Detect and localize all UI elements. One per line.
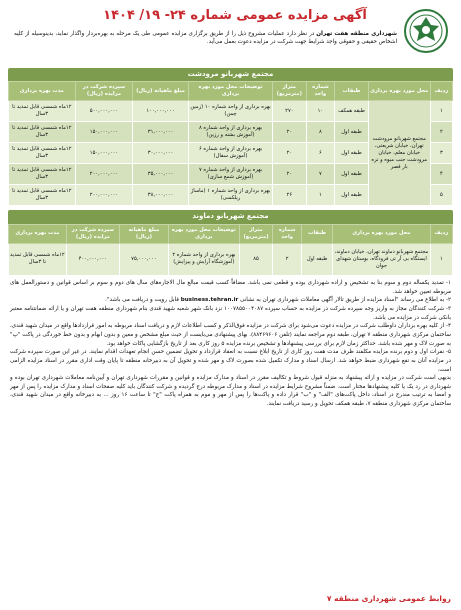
row-number: ۱: [430, 101, 452, 122]
cell-no: ۱: [430, 243, 452, 275]
column-header: مبلغ ماهیانه (ریال): [133, 82, 189, 101]
cell-duration: ۱۲ماه شمسی قابل تمدید تا ۳سال: [9, 122, 76, 143]
tender-website-link[interactable]: business.tehran.ir: [180, 297, 239, 304]
column-header: توضیحات محل مورد بهره برداری: [188, 82, 272, 101]
column-header: متراژ (مترمربع): [273, 82, 306, 101]
term-6: بدیهی است شرکت در مزایده و ارائه پیشنهاد به منزله قبول شروط و تکالیف مقرر در اسناد و مدارک مزایده و قوانین و مقررات شهرداری تهران و آیین‌نامه معاملات شهرداری تهران بوده و شهرداری در رد یک یا کلیه پیشنهادها مختار است. ضمناً مشروح شرایط مزایده در اسناد و مدارک مربوطه درج گردیده و شرکت کنندگان باید کلیه صفحات اسناد و مدارک مزایده را پس از مهر و امضا به ترتیب مندرج در اسناد، داخل پاکت‌های "الف" و "ب" قرار داده و پاکت‌ها را پس از مهر و موم به همراه پاکت "ج" تا ساعت ۱۶ روز ... به دبیرخانه واقع در میدان شهید قندی، ساختمان مرکزی شهرداری منطقه ۷، طبقه همکف تحویل و رسید دریافت نمایند.: [10, 375, 451, 408]
cell-monthly: ۳۱,۰۰۰,۰۰۰: [133, 122, 189, 143]
term-2-tail: قابل رویت و دریافت می باشد".: [105, 297, 181, 304]
column-header: شماره واحد: [273, 224, 302, 243]
column-header: مبلغ ماهیانه (ریال): [120, 224, 169, 243]
cell-monthly: ۳۵,۰۰۰,۰۰۰: [133, 164, 189, 185]
cell-deposit: ۱۵۰,۰۰۰,۰۰۰: [75, 143, 133, 164]
section-title-marvdasht: مجتمع شهربانو مرودشت: [8, 68, 453, 81]
cell-desc: بهره برداری از واحد شماره ۸ (آموزش بشته و رزین): [188, 122, 272, 143]
cell-desc: بهره برداری از واحد شماره ۲ (آموزشگاه آرایش و پیرایش): [168, 243, 239, 275]
cell-unit: ۱۰: [306, 101, 335, 122]
damavand-table: [8, 224, 453, 276]
notice-terms: [10, 279, 451, 409]
cell-duration: ۱۲ماه شمسی قابل تمدید تا ۳سال: [9, 164, 76, 185]
cell-duration: ۱۲ماه شمسی قابل تمدید تا ۳سال: [9, 243, 67, 275]
cell-unit: ۲: [273, 243, 302, 275]
cell-area: ۲۷۰: [273, 101, 306, 122]
cell-floor: طبقه همکف: [335, 101, 368, 122]
term-3: ۳- شرکت کنندگان مجاز به واریز وجه سپرده شرکت در مزایده به حساب سپرده ۱۰۰۷۸۵۵۰۰۴۰۸۷ نزد بانک شهر شعبه شهید قندی بنام شهرداری منطقه هفت تهران و یا ارائه ضمانتنامه معتبر بانکی شرکت در مزایده می باشد.: [10, 305, 451, 321]
row-number: ۳: [430, 143, 452, 164]
cell-desc: بهره برداری از واحد شماره ۱۰ (زمین چمن): [188, 101, 272, 122]
intro-paragraph: [14, 30, 397, 46]
cell-floor: طبقه اول: [302, 243, 333, 275]
cell-unit: ۱: [306, 185, 335, 206]
cell-area: ۲۰: [273, 143, 306, 164]
cell-deposit: ۲۰۰,۰۰۰,۰۰۰: [75, 185, 133, 206]
cell-deposit: ۴۰۰,۰۰۰,۰۰۰: [66, 243, 119, 275]
row-number: ۴: [430, 164, 452, 185]
cell-floor: طبقه اول: [335, 122, 368, 143]
cell-deposit: ۵۰۰,۰۰۰,۰۰۰: [75, 101, 133, 122]
column-header: سپرده شرکت در مزایده (ریال): [66, 224, 119, 243]
notice-title: آگهی مزایده عمومی شماره ۲۴- ۱۹/ ۱۴۰۴: [103, 8, 367, 23]
cell-duration: ۱۲ماه شمسی قابل تمدید تا ۳سال: [9, 101, 76, 122]
table-row: [9, 243, 453, 275]
cell-unit: ۷: [306, 164, 335, 185]
cell-area: ۲۰: [273, 122, 306, 143]
column-header: ردیف: [430, 224, 452, 243]
notice-header: [6, 4, 455, 68]
cell-deposit: ۱۵۰,۰۰۰,۰۰۰: [75, 122, 133, 143]
column-header: محل مورد بهره برداری: [368, 82, 430, 101]
intro-organization: شهرداری منطقه هفت تهران: [316, 31, 398, 37]
tehran-municipality-logo-icon: [403, 8, 449, 54]
title-box: [95, 8, 375, 24]
column-header: ردیف: [430, 82, 452, 101]
table-row: [9, 101, 453, 122]
cell-area: ۸۵: [239, 243, 272, 275]
column-header: مدت بهره برداری: [9, 224, 67, 243]
cell-floor: طبقه اول: [335, 185, 368, 206]
location-cell: مجتمع شهربانو مرودشت تهران، خیابان شریعتی، خیابان معلم، خیابان مرودشت جنب میوه و تره بار قصر: [368, 101, 430, 206]
marvdasht-table: [8, 81, 453, 206]
column-header: طبقات: [335, 82, 368, 101]
cell-floor: طبقه اول: [335, 164, 368, 185]
column-header: مدت بهره برداری: [9, 82, 76, 101]
cell-monthly: ۳۸,۰۰۰,۰۰۰: [133, 185, 189, 206]
cell-floor: طبقه اول: [335, 143, 368, 164]
cell-location: مجتمع شهربانو دماوند تهران، خیابان دماوند، ایستگاه بی آر تی فرودگاه، بوستان شهدای جوان: [333, 243, 431, 275]
column-header: توضیحات محل مورد بهره برداری: [168, 224, 239, 243]
table-header-row: [9, 82, 453, 101]
cell-duration: ۱۲ماه شمسی قابل تمدید تا ۳سال: [9, 143, 76, 164]
column-header: سپرده شرکت در مزایده (ریال): [75, 82, 133, 101]
term-4: ۴- از کلیه بهره برداران داوطلب شرکت در مزایده دعوت می‌شود برای شرکت در مزایده فوق‌الذکر و کسب اطلاعات لازم و دریافت اسناد مربوطه به امور قراردادها واقع در میدان شهید قندی، ساختمان مرکزی شهرداری منطقه ۷ تهران، طبقه دوم مراجعه نمایند (تلفن ۸۸۴۶۹۶۰۶). بهای پیشنهادی می‌بایست از حیث مبلغ مشخص و معین و بدون ابهام و بدون خط خوردگی در پاکت "پ" به صورت لاک و مهر شده باشد. حداکثر زمان لازم برای بررسی پیشنهادها و تشخیص برنده مزایده ۵ روز کاری بعد از تاریخ بازگشایی پاکات خواهد بود.: [10, 323, 451, 347]
column-header: طبقات: [302, 224, 333, 243]
term-1: ۱- تمدید یکساله دوم و سوم بنا به تشخیص و اراده شهرداری بوده و قطعی نمی باشد. مضافاً کسب قیمت مبالغ مال الاجاره‌های سال های دوم و سوم بر اساس قوانین و دستورالعمل های مربوطه تعیین خواهد شد.: [10, 279, 451, 295]
term-5: ۵- نفرات اول و دوم برنده مزایده مکلفند ظرف مدت هفت روز کاری از تاریخ ابلاغ نسبت به انعقاد قرارداد و تحویل تضمین حسن انجام تعهدات اقدام نمایند. در غیر این صورت سپرده شرکت در مزایده آنان به نفع شهرداری ضبط خواهد شد. ارسال اسناد و مدارک تکمیل شده بصورت لاک و مهر شده و تحویل آن به دبیرخانه منطقه تا پایان وقت اداری مقرر در اسناد مزایده الزامی است.: [10, 349, 451, 373]
table-header-row: [9, 224, 453, 243]
cell-monthly: ۱۰۰,۰۰۰,۰۰۰: [133, 101, 189, 122]
cell-unit: ۶: [306, 143, 335, 164]
cell-desc: بهره برداری از واحد شماره ۱ (ماساژ ریلکسی): [188, 185, 272, 206]
section-title-damavand: مجتمع شهربانو دماوند: [8, 210, 453, 223]
cell-duration: ۱۲ماه شمسی قابل تمدید تا ۳سال: [9, 185, 76, 206]
cell-area: ۲۶: [273, 185, 306, 206]
intro-text: در نظر دارد عملیات مشروح ذیل را از طریق برگزاری مزایده عمومی طی یک مرحله به بهره‌بردار واگذار نماید، بدینوسیله از کلیه اشخاص حقیقی و حقوقی واجد شرایط جهت شرکت در مزایده دعوت بعمل می‌آید.: [14, 31, 397, 46]
column-header: محل مورد بهره برداری: [333, 224, 431, 243]
cell-area: ۲۰: [273, 164, 306, 185]
row-number: ۲: [430, 122, 452, 143]
cell-desc: بهره برداری از واحد شماره ۷ (آموزش شمع سازی): [188, 164, 272, 185]
cell-monthly: ۳۰,۰۰۰,۰۰۰: [133, 143, 189, 164]
row-number: ۵: [430, 185, 452, 206]
column-header: متراژ (مترمربع): [239, 224, 272, 243]
term-2: [10, 296, 451, 305]
term-2-text: ۲- به اطلاع می رساند "اسناد مزایده از طریق تالار آگهی معاملات شهرداری تهران به نشانی: [238, 297, 451, 304]
cell-monthly: ۷۵,۰۰۰,۰۰۰: [120, 243, 169, 275]
public-relations-signature: روابط عمومی شهرداری منطقه ۷: [326, 593, 451, 603]
cell-deposit: ۲۰۰,۰۰۰,۰۰۰: [75, 164, 133, 185]
cell-desc: بهره برداری از واحد شماره ۶ (آموزش سفال): [188, 143, 272, 164]
column-header: شماره واحد: [306, 82, 335, 101]
cell-unit: ۸: [306, 122, 335, 143]
